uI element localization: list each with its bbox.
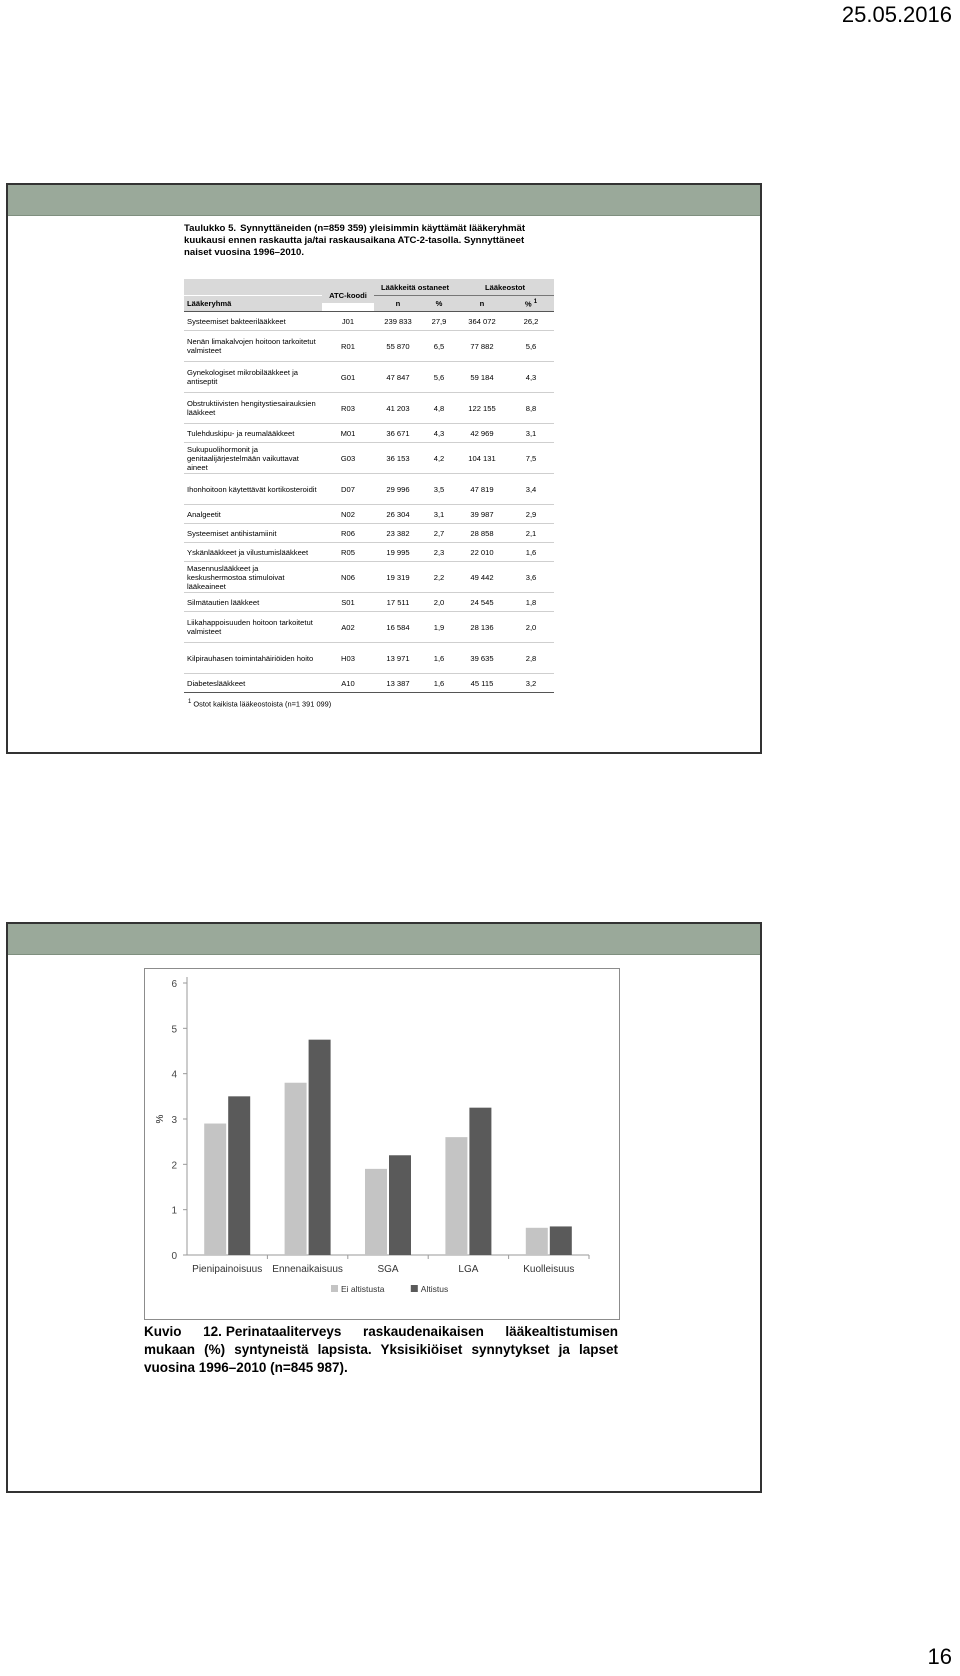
cell-buyers-n: 36 153	[374, 443, 422, 474]
cell-atc-code: N02	[322, 505, 374, 524]
header-atc: ATC-koodi	[322, 288, 374, 304]
table-row	[184, 643, 554, 674]
cell-atc-code: M01	[322, 424, 374, 443]
x-tick-label: Pienipainoisuus	[192, 1264, 263, 1275]
cell-buyers-pct: 3,5	[422, 474, 456, 505]
table-caption	[184, 223, 554, 259]
cell-buyers-pct: 3,1	[422, 505, 456, 524]
cell-buyers-pct: 1,6	[422, 674, 456, 693]
table-caption-label: Taulukko 5.	[184, 223, 237, 234]
header-n-buyers: n	[374, 296, 422, 312]
y-tick-label: 6	[171, 979, 177, 990]
legend-swatch	[331, 1285, 338, 1292]
footnote-text: Ostot kaikista lääkeostoista (n=1 391 099)	[193, 699, 332, 709]
bar-altistus	[550, 1226, 572, 1255]
cell-buyers-pct: 4,2	[422, 443, 456, 474]
cell-drug-group: Tulehduskipu- ja reumalääkkeet	[184, 424, 322, 443]
cell-purchases-n: 122 155	[456, 393, 508, 424]
table-row	[184, 424, 554, 443]
cell-atc-code: R06	[322, 524, 374, 543]
header-group: Lääkeryhmä	[184, 296, 322, 312]
bar-ei-altistusta	[526, 1228, 548, 1255]
cell-purchases-pct: 26,2	[508, 312, 554, 331]
cell-buyers-pct: 5,6	[422, 362, 456, 393]
cell-purchases-n: 39 987	[456, 505, 508, 524]
slide-title-bar	[8, 924, 760, 955]
header-pct-purchases	[508, 296, 554, 312]
cell-purchases-pct: 8,8	[508, 393, 554, 424]
cell-purchases-n: 42 969	[456, 424, 508, 443]
x-tick-label: Kuolleisuus	[523, 1264, 575, 1275]
y-axis-label: %	[155, 1114, 166, 1124]
cell-purchases-pct: 1,6	[508, 543, 554, 562]
slide-table	[6, 183, 762, 754]
cell-buyers-n: 47 847	[374, 362, 422, 393]
drug-table-body	[184, 312, 554, 693]
legend-swatch	[411, 1285, 418, 1292]
cell-purchases-n: 77 882	[456, 331, 508, 362]
cell-buyers-pct: 2,7	[422, 524, 456, 543]
cell-buyers-n: 41 203	[374, 393, 422, 424]
header-purchases: Lääkeostot	[456, 279, 554, 296]
cell-buyers-pct: 1,9	[422, 612, 456, 643]
table-row	[184, 393, 554, 424]
cell-buyers-n: 16 584	[374, 612, 422, 643]
header-pct-buyers: %	[422, 296, 456, 312]
cell-buyers-n: 13 387	[374, 674, 422, 693]
table-row	[184, 612, 554, 643]
bar-ei-altistusta	[204, 1124, 226, 1255]
cell-atc-code: A02	[322, 612, 374, 643]
cell-purchases-n: 45 115	[456, 674, 508, 693]
table-caption-text: Synnyttäneiden (n=859 359) yleisimmin käyttämät lääkeryhmät kuukausi ennen raskautta ja/tai raskausaikana ATC-2-tasolla. Synnyttäneet naiset vuosina 1996–2010.	[184, 223, 526, 258]
cell-drug-group: Analgeetit	[184, 505, 322, 524]
y-tick-label: 3	[171, 1115, 177, 1126]
figure-caption-label: Kuvio 12.	[144, 1324, 222, 1339]
cell-purchases-pct: 2,8	[508, 643, 554, 674]
y-tick-label: 0	[171, 1251, 177, 1262]
cell-purchases-pct: 7,5	[508, 443, 554, 474]
cell-purchases-pct: 2,1	[508, 524, 554, 543]
x-tick-label: LGA	[458, 1264, 479, 1275]
bar-ei-altistusta	[285, 1083, 307, 1255]
cell-buyers-pct: 27,9	[422, 312, 456, 331]
cell-atc-code: S01	[322, 593, 374, 612]
x-tick-label: Ennenaikaisuus	[272, 1264, 343, 1275]
cell-drug-group: Nenän limakalvojen hoitoon tarkoitetut valmisteet	[184, 331, 322, 362]
cell-atc-code: J01	[322, 312, 374, 331]
slide-title-bar	[8, 185, 760, 216]
page-date: 25.05.2016	[841, 2, 952, 27]
cell-purchases-n: 47 819	[456, 474, 508, 505]
table-row	[184, 331, 554, 362]
table-row	[184, 524, 554, 543]
cell-buyers-n: 26 304	[374, 505, 422, 524]
header-pct-purchases-label: %	[524, 299, 532, 309]
table-row	[184, 474, 554, 505]
cell-atc-code: R05	[322, 543, 374, 562]
cell-purchases-n: 22 010	[456, 543, 508, 562]
bar-altistus	[389, 1155, 411, 1255]
cell-buyers-pct: 1,6	[422, 643, 456, 674]
cell-purchases-pct: 3,1	[508, 424, 554, 443]
x-tick-label: SGA	[377, 1264, 399, 1275]
header-n-purchases: n	[456, 296, 508, 312]
figure-caption-text: Perinataaliterveys raskaudenaikaisen lääkealtistumisen mukaan (%) syntyneistä lapsista. Yksisikiöiset synnytykset ja lapset vuosina 1996–2010 (n=845 987).	[144, 1324, 618, 1375]
cell-drug-group: Liikahappoisuuden hoitoon tarkoitetut valmisteet	[184, 612, 322, 643]
cell-buyers-n: 19 319	[374, 562, 422, 593]
cell-atc-code: D07	[322, 474, 374, 505]
cell-drug-group: Diabeteslääkkeet	[184, 674, 322, 693]
bar-ei-altistusta	[365, 1169, 387, 1255]
cell-buyers-n: 239 833	[374, 312, 422, 331]
cell-drug-group: Systeemiset bakteerilääkkeet	[184, 312, 322, 331]
table-row	[184, 674, 554, 693]
cell-purchases-n: 28 136	[456, 612, 508, 643]
cell-buyers-pct: 2,2	[422, 562, 456, 593]
cell-purchases-n: 104 131	[456, 443, 508, 474]
table-row	[184, 312, 554, 331]
cell-buyers-pct: 4,3	[422, 424, 456, 443]
cell-buyers-pct: 4,8	[422, 393, 456, 424]
page-number: 16	[927, 1644, 952, 1669]
cell-drug-group: Silmätautien lääkkeet	[184, 593, 322, 612]
footnote-mark: 1	[188, 699, 192, 705]
table-footnote	[188, 699, 331, 708]
cell-drug-group: Yskänlääkkeet ja vilustumislääkkeet	[184, 543, 322, 562]
y-tick-label: 5	[171, 1024, 177, 1036]
cell-buyers-pct: 2,3	[422, 543, 456, 562]
cell-purchases-pct: 3,2	[508, 674, 554, 693]
bar-altistus	[469, 1108, 491, 1255]
bar-altistus	[309, 1040, 331, 1255]
cell-atc-code: N06	[322, 562, 374, 593]
cell-purchases-pct: 3,4	[508, 474, 554, 505]
table-row	[184, 543, 554, 562]
cell-purchases-n: 364 072	[456, 312, 508, 331]
cell-drug-group: Kilpirauhasen toimintahäiriöiden hoito	[184, 643, 322, 674]
cell-drug-group: Obstruktiivisten hengitystiesairauksien lääkkeet	[184, 393, 322, 424]
cell-atc-code: A10	[322, 674, 374, 693]
cell-buyers-n: 36 671	[374, 424, 422, 443]
cell-drug-group: Systeemiset antihistamiinit	[184, 524, 322, 543]
cell-purchases-pct: 4,3	[508, 362, 554, 393]
cell-purchases-pct: 2,9	[508, 505, 554, 524]
header-buyers: Lääkkeitä ostaneet	[374, 279, 456, 296]
cell-drug-group: Ihonhoitoon käytettävät kortikosteroidit	[184, 474, 322, 505]
cell-drug-group: Sukupuolihormonit ja genitaalijärjestelmään vaikuttavat aineet	[184, 443, 322, 474]
table-row	[184, 505, 554, 524]
slide-chart	[6, 922, 762, 1493]
cell-purchases-pct: 5,6	[508, 331, 554, 362]
cell-buyers-n: 17 511	[374, 593, 422, 612]
header-group-spacer	[184, 279, 322, 296]
bar-altistus	[228, 1096, 250, 1255]
cell-buyers-n: 55 870	[374, 331, 422, 362]
table-row	[184, 593, 554, 612]
cell-atc-code: R03	[322, 393, 374, 424]
drug-table	[184, 279, 554, 693]
cell-buyers-pct: 2,0	[422, 593, 456, 612]
cell-drug-group: Gynekologiset mikrobilääkkeet ja antiseptit	[184, 362, 322, 393]
cell-purchases-n: 28 858	[456, 524, 508, 543]
header-footnote-mark: 1	[533, 298, 538, 305]
cell-buyers-n: 13 971	[374, 643, 422, 674]
cell-purchases-pct: 3,6	[508, 562, 554, 593]
y-tick-label: 1	[171, 1205, 177, 1217]
cell-drug-group: Masennuslääkkeet ja keskushermostoa stimuloivat lääkeaineet	[184, 562, 322, 593]
cell-atc-code: G03	[322, 443, 374, 474]
table-row	[184, 362, 554, 393]
cell-buyers-n: 19 995	[374, 543, 422, 562]
cell-buyers-n: 23 382	[374, 524, 422, 543]
table-row	[184, 562, 554, 593]
y-tick-label: 2	[171, 1160, 177, 1172]
cell-purchases-n: 24 545	[456, 593, 508, 612]
cell-atc-code: G01	[322, 362, 374, 393]
y-tick-label: 4	[171, 1069, 177, 1081]
cell-purchases-pct: 2,0	[508, 612, 554, 643]
figure-caption	[144, 1323, 618, 1377]
cell-purchases-n: 59 184	[456, 362, 508, 393]
cell-purchases-n: 49 442	[456, 562, 508, 593]
bar-chart	[145, 969, 619, 1319]
cell-atc-code: H03	[322, 643, 374, 674]
table-row	[184, 443, 554, 474]
chart-frame	[144, 968, 620, 1320]
cell-atc-code: R01	[322, 331, 374, 362]
legend-label: Altistus	[420, 1284, 449, 1294]
bar-ei-altistusta	[445, 1137, 467, 1255]
cell-buyers-n: 29 996	[374, 474, 422, 505]
legend-label: Ei altistusta	[341, 1284, 385, 1294]
cell-buyers-pct: 6,5	[422, 331, 456, 362]
cell-purchases-n: 39 635	[456, 643, 508, 674]
cell-purchases-pct: 1,8	[508, 593, 554, 612]
